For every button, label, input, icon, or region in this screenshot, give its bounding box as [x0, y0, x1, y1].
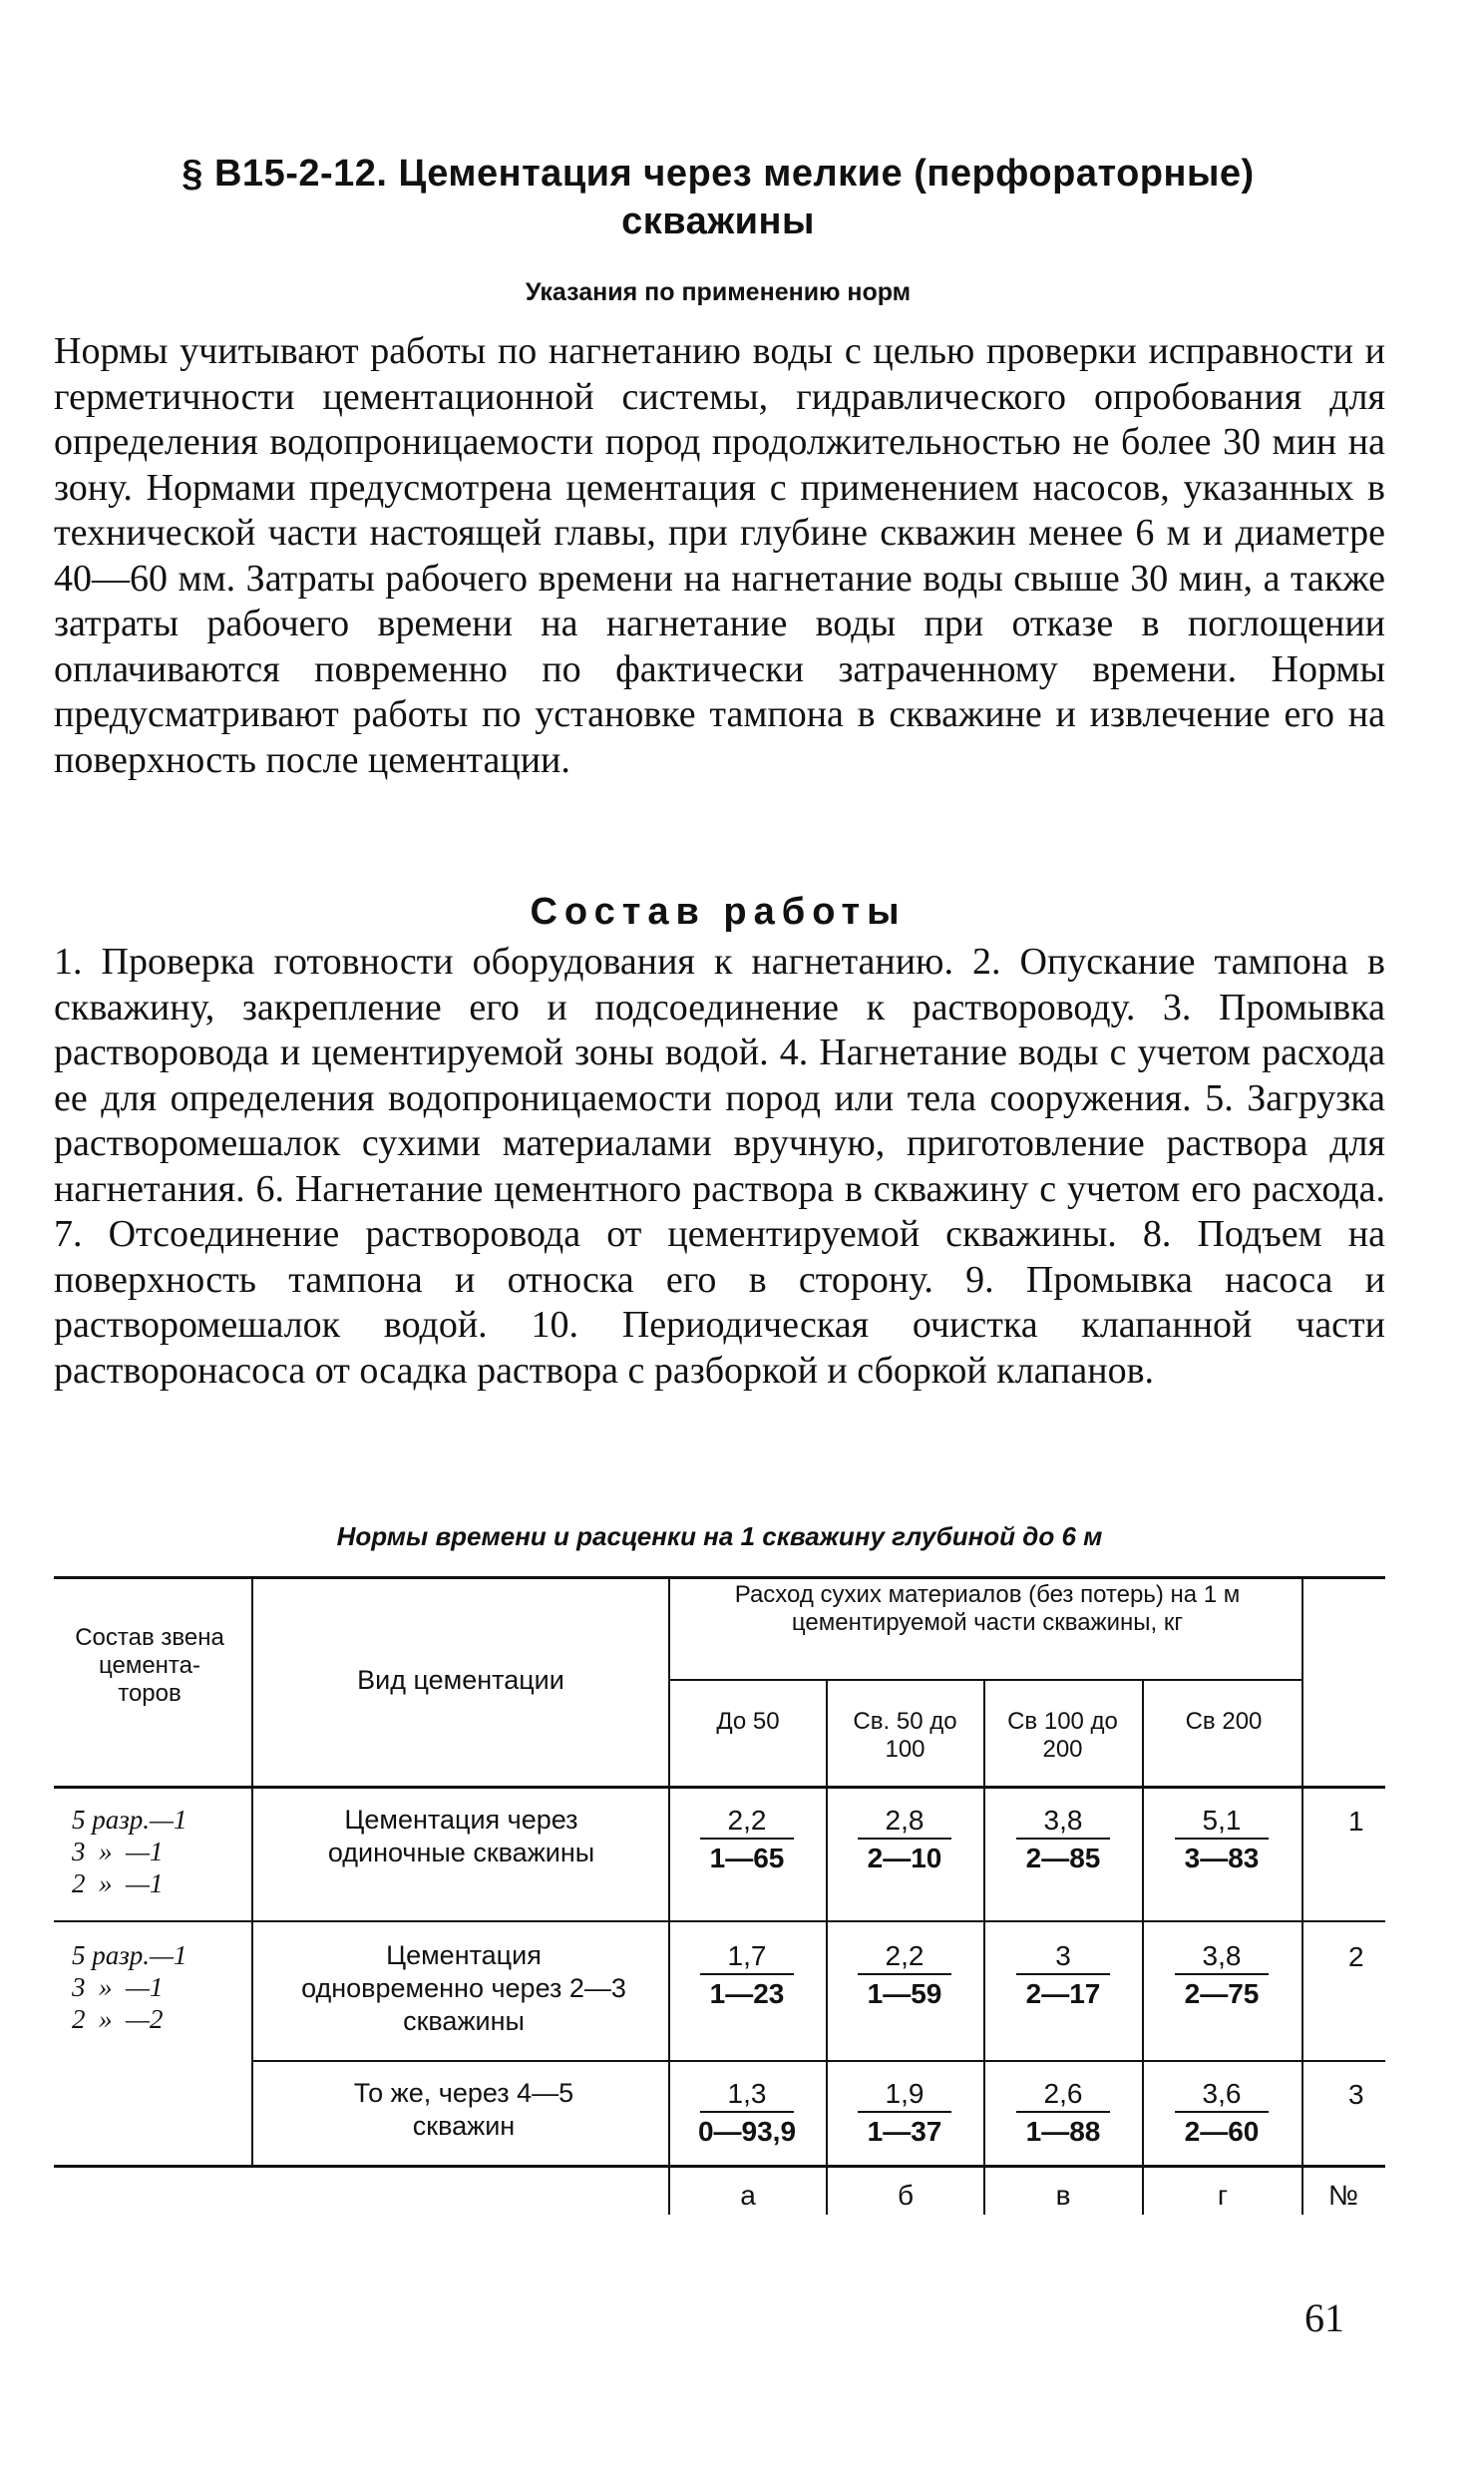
row3-cell-d [1167, 2077, 1277, 2151]
row2-crew-2: 3 » —1 [72, 1972, 164, 2002]
row2-b-rate: 1—59 [867, 1978, 942, 2009]
row2-cell-c [1008, 1939, 1118, 2013]
row2-crew-3: 2 » —2 [72, 2004, 164, 2034]
vline-6 [1301, 1576, 1303, 2215]
row2-cell-d [1167, 1939, 1277, 2013]
vline-4 [983, 1679, 985, 2215]
row2-crew-1: 5 разр.—1 [72, 1940, 187, 1970]
paragraph-work: 1. Проверка готовности оборудования к нагнетанию. 2. Опускание тампона в скважину, закрепление его и подсоединение к раствороводу. 3. Промывка растворовода и цементируемой зоны водой. 4. Нагнетание воды с учетом расхода ее для определения водопроницаемости пород или тела сооружения. 5. Загрузка растворомешалок сухими материалами вручную, приготовление раствора для нагнетания. 6. Нагнетание цементного раствора в скважину с учетом его расхода. 7. Отсоединение растворовода от цементируемой скважины. 8. Подъем на поверхность тампона и относка его в сторону. 9. Промывка насоса и растворомешалок водой. 10. Периодическая очистка клапанной части растворонасоса от осадка раствора с разборкой и сборкой клапанов. [54, 941, 1385, 1392]
row2-d-norm: 3,8 [1175, 1939, 1269, 1975]
row1-d-norm: 5,1 [1175, 1804, 1269, 1840]
row3-cell-c [1008, 2077, 1118, 2151]
col-header-a: До 50 [716, 1708, 780, 1735]
row1-bottom-rule [54, 1920, 1385, 1922]
row3-d-norm: 3,6 [1175, 2077, 1269, 2113]
row1-cell-b [850, 1804, 959, 1877]
subheading: Указания по применению норм [525, 278, 912, 306]
row3-a-rate: 0—93,9 [697, 2116, 797, 2147]
row1-d-rate: 3—83 [1184, 1843, 1260, 1873]
row2-b-norm: 2,2 [858, 1939, 951, 1975]
row2-a-norm: 1,7 [700, 1939, 794, 1975]
col-key-a: а [740, 2180, 756, 2211]
row1-crew-3: 2 » —1 [72, 1868, 164, 1898]
row2-d-rate: 2—75 [1184, 1978, 1260, 2009]
section-title: § В15-2-12. Цементация через мелкие (перфораторные) скважины [182, 153, 1255, 242]
header-type: Вид цементации [357, 1665, 564, 1695]
row1-c-rate: 2—85 [1025, 1843, 1101, 1873]
row2-a-rate: 1—23 [709, 1978, 785, 2009]
row1-crew-2: 3 » —1 [72, 1837, 164, 1866]
table-bottom-rule [54, 2165, 1385, 2168]
row3-cell-a [692, 2077, 802, 2151]
row3-b-norm: 1,9 [858, 2077, 951, 2113]
vline-2 [668, 1576, 670, 2215]
vline-3 [826, 1679, 828, 2215]
header-materials: Расход сухих материалов (без потерь) на 1 м цементируемой части скважины, кг [734, 1581, 1241, 1636]
col-header-b: Св. 50 до 100 [853, 1708, 957, 1763]
table-top-rule [54, 1576, 1385, 1579]
header-crew: Состав звена цемента-торов [75, 1624, 224, 1707]
col-header-c: Св 100 до 200 [1007, 1708, 1118, 1763]
col-key-c: в [1055, 2180, 1071, 2211]
row2-bottom-rule [251, 2060, 1385, 2062]
row1-type: Цементация через одиночные скважины [327, 1805, 595, 1867]
row2-c-rate: 2—17 [1025, 1978, 1101, 2009]
table-caption: Нормы времени и расценки на 1 скважину глубиной до 6 м [336, 1521, 1103, 1551]
row1-cell-a [692, 1804, 802, 1877]
vline-5 [1142, 1679, 1144, 2215]
row1-crew-1: 5 разр.—1 [72, 1805, 187, 1835]
row2-c-norm: 3 [1016, 1939, 1110, 1975]
row1-cell-d [1167, 1804, 1277, 1877]
row1-b-norm: 2,8 [858, 1804, 951, 1840]
header-bottom-rule [54, 1786, 1385, 1789]
row1-number: 1 [1348, 1806, 1364, 1837]
col-header-d: Св 200 [1185, 1708, 1263, 1735]
row3-c-norm: 2,6 [1016, 2077, 1110, 2113]
row3-number: 3 [1348, 2079, 1364, 2110]
row3-c-rate: 1—88 [1025, 2116, 1101, 2147]
col-key-d: г [1217, 2180, 1229, 2211]
row2-cell-b [850, 1939, 959, 2013]
row1-c-norm: 3,8 [1016, 1804, 1110, 1840]
row2-type: Цементация одновременно через 2—3 скважины [301, 1940, 626, 2036]
row2-number: 2 [1348, 1941, 1364, 1972]
col-key-b: б [897, 2180, 915, 2211]
row3-d-rate: 2—60 [1184, 2116, 1260, 2147]
row3-type: То же, через 4—5 скважин [353, 2078, 574, 2141]
paragraph-instructions: Нормы учитывают работы по нагнетанию воды с целью проверки исправности и герметичности цементационной системы, гидравлического опробования для определения водопроницаемости пород продолжительностью не более 30 мин на зону. Нормами предусмотрена цементация с применением насосов, указанных в технической части настоящей главы, при глубине скважин менее 6 м и диаметре 40—60 мм. Затраты рабочего времени на нагнетание воды свыше 30 мин, а также затраты рабочего времени на нагнетание воды при отказе в поглощении оплачиваются повременно по фактически затраченному времени. Нормы предусматривают работы по установке тампона в скважине и извлечение его на поверхность после цементации. [54, 330, 1385, 781]
row1-b-rate: 2—10 [867, 1843, 942, 1873]
row2-cell-a [692, 1939, 802, 2013]
work-heading: Состав работы [530, 891, 907, 933]
row1-a-norm: 2,2 [700, 1804, 794, 1840]
col-key-number: № [1327, 2180, 1359, 2211]
row3-a-norm: 1,3 [700, 2077, 794, 2113]
vline-1 [251, 1576, 253, 2165]
row1-a-rate: 1—65 [709, 1843, 785, 1873]
row3-cell-b [850, 2077, 959, 2151]
row1-cell-c [1008, 1804, 1118, 1877]
row3-b-rate: 1—37 [867, 2116, 942, 2147]
page-number: 61 [1304, 2295, 1344, 2340]
